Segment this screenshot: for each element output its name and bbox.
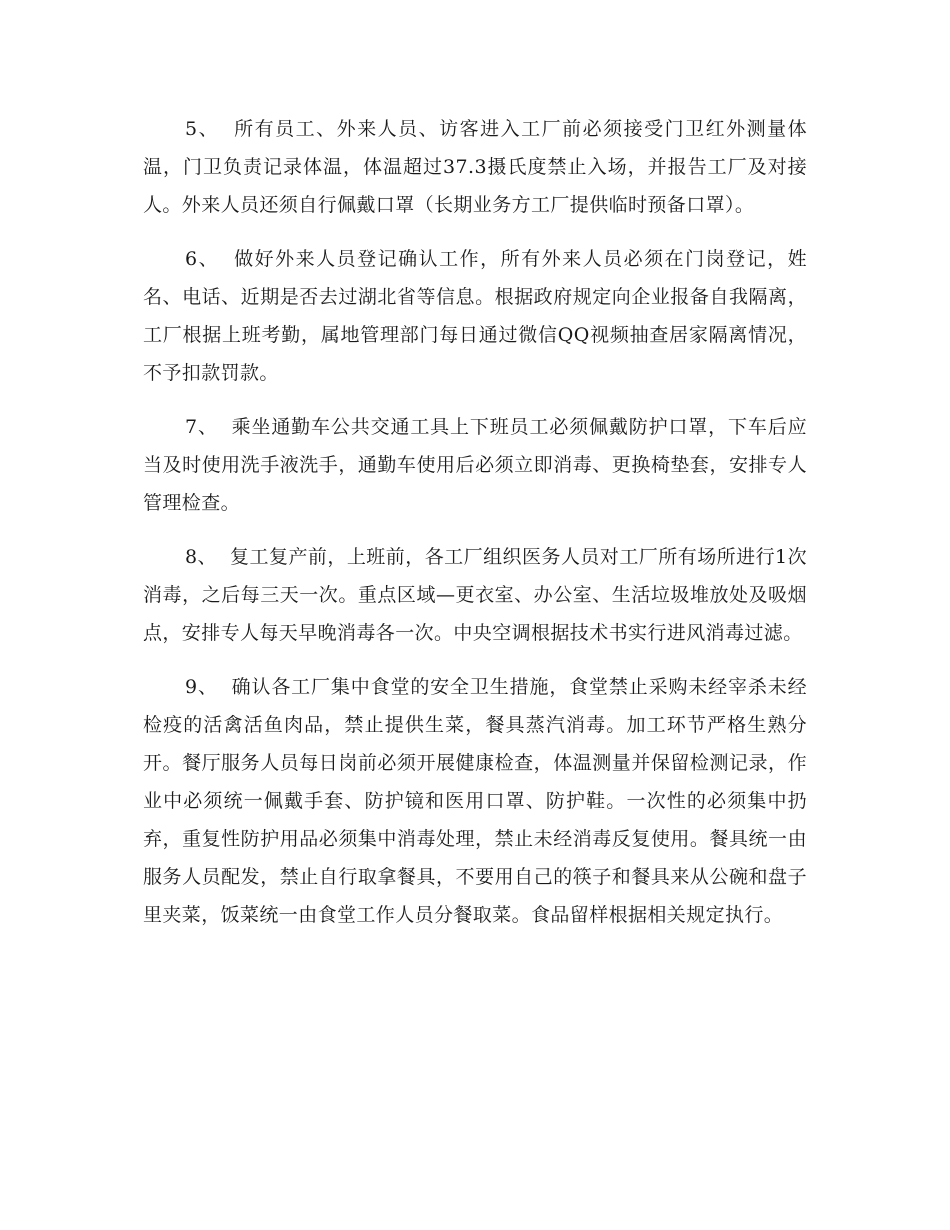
paragraph-number: 9、 xyxy=(185,676,218,698)
paragraph-number: 7、 xyxy=(185,416,218,438)
paragraph-number: 8、 xyxy=(185,546,218,568)
paragraph-5 xyxy=(143,110,807,224)
paragraph-text: 乘坐通勤车公共交通工具上下班员工必须佩戴防护口罩，下车后应当及时使用洗手液洗手，通勤车使用后必须立即消毒、更换椅垫套，安排专人管理检查。 xyxy=(143,416,807,514)
paragraph-9 xyxy=(143,668,807,934)
paragraph-text: 所有员工、外来人员、访客进入工厂前必须接受门卫红外测量体温，门卫负责记录体温，体温超过37.3摄氏度禁止入场，并报告工厂及对接人。外来人员还须自行佩戴口罩（长期业务方工厂提供临时预备口罩）。 xyxy=(143,118,807,216)
paragraph-number: 5、 xyxy=(185,118,220,140)
paragraph-8 xyxy=(143,538,807,652)
document-body xyxy=(143,110,807,950)
paragraph-7 xyxy=(143,408,807,522)
paragraph-text: 确认各工厂集中食堂的安全卫生措施，食堂禁止采购未经宰杀未经检疫的活禽活鱼肉品，禁止提供生菜，餐具蒸汽消毒。加工环节严格生熟分开。餐厅服务人员每日岗前必须开展健康检查，体温测量并保留检测记录，作业中必须统一佩戴手套、防护镜和医用口罩、防护鞋。一次性的必须集中扔弃，重复性防护用品必须集中消毒处理，禁止未经消毒反复使用。餐具统一由服务人员配发，禁止自行取拿餐具，不要用自己的筷子和餐具来从公碗和盘子里夹菜，饭菜统一由食堂工作人员分餐取菜。食品留样根据相关规定执行。 xyxy=(143,676,807,926)
paragraph-6 xyxy=(143,240,807,392)
paragraph-text: 复工复产前，上班前，各工厂组织医务人员对工厂所有场所进行1次消毒，之后每三天一次。重点区域—更衣室、办公室、生活垃圾堆放处及吸烟点，安排专人每天早晚消毒各一次。中央空调根据技术书实行进风消毒过滤。 xyxy=(143,546,808,644)
paragraph-text: 做好外来人员登记确认工作，所有外来人员必须在门岗登记，姓名、电话、近期是否去过湖北省等信息。根据政府规定向企业报备自我隔离，工厂根据上班考勤，属地管理部门每日通过微信QQ视频抽查居家隔离情况，不予扣款罚款。 xyxy=(143,248,807,384)
paragraph-number: 6、 xyxy=(185,248,220,270)
